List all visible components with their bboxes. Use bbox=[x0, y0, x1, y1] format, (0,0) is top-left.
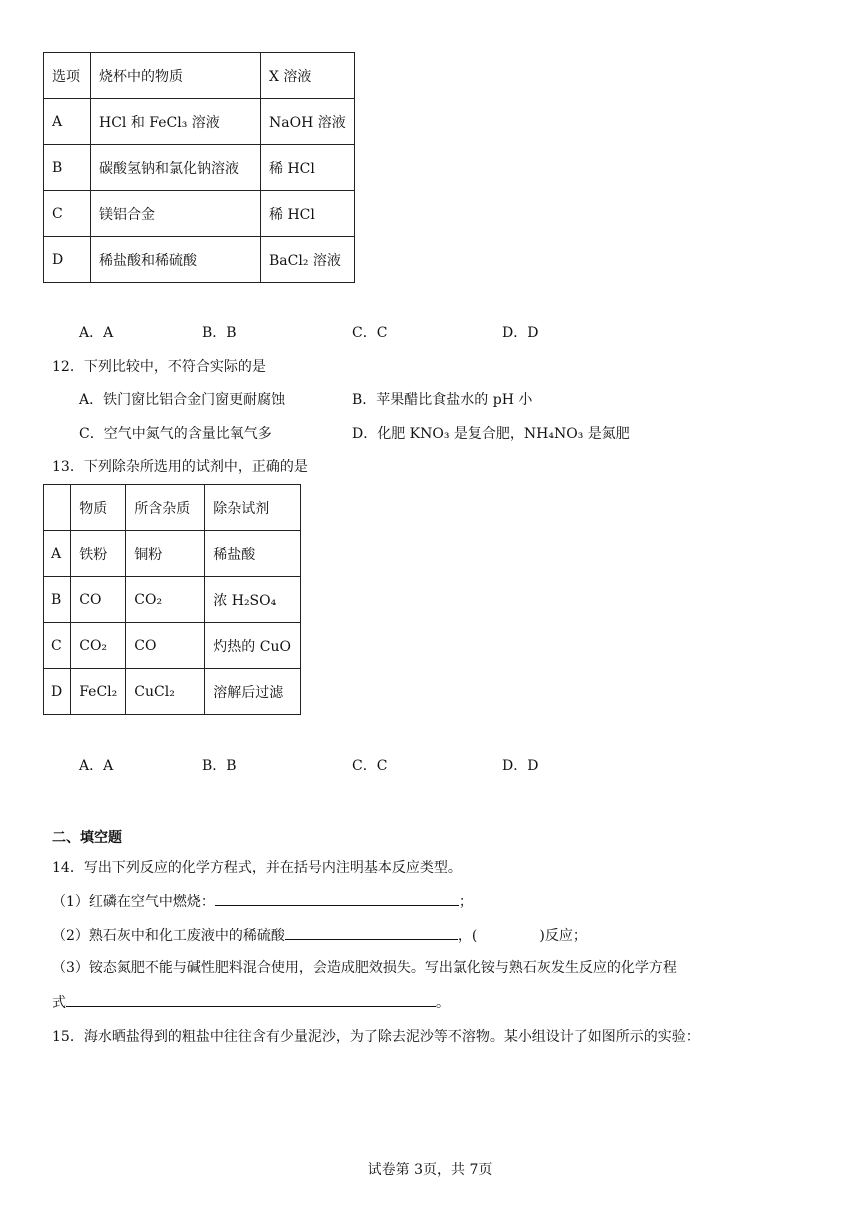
q14-part2-text: （2）熟石灰中和化工废液中的稀硫酸 bbox=[52, 928, 285, 944]
q11-option-d: D．D bbox=[502, 325, 539, 341]
table-header-row bbox=[44, 53, 355, 99]
table-cell: CO₂ bbox=[126, 577, 205, 623]
table-cell: 铜粉 bbox=[126, 531, 205, 577]
answer-blank[interactable] bbox=[66, 992, 436, 1007]
q12-option-a: A．铁门窗比铝合金门窗更耐腐蚀 bbox=[79, 392, 286, 408]
table-cell: BaCl₂ 溶液 bbox=[261, 237, 355, 283]
q13-option-a: A．A bbox=[79, 758, 114, 774]
table-header-cell: 物质 bbox=[71, 485, 126, 531]
table-cell: C bbox=[44, 623, 71, 669]
table-cell: 灼热的 CuO bbox=[205, 623, 301, 669]
table-row bbox=[44, 191, 355, 237]
answer-blank[interactable] bbox=[215, 891, 459, 906]
q14-part3-line1: （3）铵态氮肥不能与碱性肥料混合使用，会造成肥效损失。写出氯化铵与熟石灰发生反应的化学方程 bbox=[52, 960, 677, 976]
q13-stem: 13．下列除杂所选用的试剂中，正确的是 bbox=[52, 459, 308, 475]
q11-option-b: B．B bbox=[202, 325, 237, 341]
table-header-cell: 所含杂质 bbox=[126, 485, 205, 531]
table-row bbox=[44, 531, 301, 577]
table-cell: 溶解后过滤 bbox=[205, 669, 301, 715]
table-cell: 稀 HCl bbox=[261, 191, 355, 237]
q13-option-d: D．D bbox=[502, 758, 539, 774]
q14-part2-mid: ，( bbox=[457, 928, 478, 944]
q14-part1 bbox=[52, 891, 473, 912]
table-cell: 浓 H₂SO₄ bbox=[205, 577, 301, 623]
table-cell: B bbox=[44, 577, 71, 623]
table-cell: 铁粉 bbox=[71, 531, 126, 577]
q11-option-c: C．C bbox=[352, 325, 388, 341]
table-cell: A bbox=[44, 99, 91, 145]
table-cell: NaOH 溶液 bbox=[261, 99, 355, 145]
table-row bbox=[44, 145, 355, 191]
table-row bbox=[44, 577, 301, 623]
q12-option-b: B．苹果醋比食盐水的 pH 小 bbox=[352, 392, 533, 408]
table-cell: CuCl₂ bbox=[126, 669, 205, 715]
table-row bbox=[44, 669, 301, 715]
table-header-row bbox=[44, 485, 301, 531]
table-cell: 稀 HCl bbox=[261, 145, 355, 191]
table-row bbox=[44, 99, 355, 145]
q11-option-a: A．A bbox=[79, 325, 114, 341]
table-header-cell: X 溶液 bbox=[261, 53, 355, 99]
table-q11 bbox=[43, 52, 355, 283]
table-row bbox=[44, 623, 301, 669]
table-cell: CO₂ bbox=[71, 623, 126, 669]
table-cell: CO bbox=[71, 577, 126, 623]
table-header-cell: 选项 bbox=[44, 53, 91, 99]
table-cell: C bbox=[44, 191, 91, 237]
q12-stem: 12．下列比较中，不符合实际的是 bbox=[52, 359, 266, 375]
table-cell: B bbox=[44, 145, 91, 191]
table-cell: CO bbox=[126, 623, 205, 669]
table-cell: 稀盐酸和稀硫酸 bbox=[91, 237, 261, 283]
table-q13 bbox=[43, 484, 301, 715]
q14-part2 bbox=[52, 925, 587, 946]
section-title: 二、填空题 bbox=[52, 830, 122, 846]
q14-part3-end: 。 bbox=[436, 995, 450, 1011]
q13-option-b: B．B bbox=[202, 758, 237, 774]
table-header-cell bbox=[44, 485, 71, 531]
table-cell: 碳酸氢钠和氯化钠溶液 bbox=[91, 145, 261, 191]
table-cell: 镁铝合金 bbox=[91, 191, 261, 237]
table-header-cell: 除杂试剂 bbox=[205, 485, 301, 531]
answer-blank[interactable] bbox=[285, 925, 458, 940]
table-cell: HCl 和 FeCl₃ 溶液 bbox=[91, 99, 261, 145]
q15-stem: 15．海水晒盐得到的粗盐中往往含有少量泥沙，为了除去泥沙等不溶物。某小组设计了如图所示的实验： bbox=[52, 1029, 700, 1045]
q14-stem: 14．写出下列反应的化学方程式，并在括号内注明基本反应类型。 bbox=[52, 860, 462, 876]
table-cell: A bbox=[44, 531, 71, 577]
page-footer: 试卷第 3页，共 7页 bbox=[367, 1162, 493, 1178]
table-cell: D bbox=[44, 237, 91, 283]
table-header-cell: 烧杯中的物质 bbox=[91, 53, 261, 99]
table-row bbox=[44, 237, 355, 283]
q12-option-c: C．空气中氮气的含量比氧气多 bbox=[79, 426, 272, 442]
table-cell: D bbox=[44, 669, 71, 715]
q14-part1-end: ； bbox=[458, 894, 473, 910]
table-cell: FeCl₂ bbox=[71, 669, 126, 715]
q12-option-d: D．化肥 KNO₃ 是复合肥，NH₄NO₃ 是氮肥 bbox=[352, 426, 630, 442]
q13-option-c: C．C bbox=[352, 758, 388, 774]
q14-part1-text: （1）红磷在空气中燃烧： bbox=[52, 894, 215, 910]
q14-part3-text: 式 bbox=[52, 995, 66, 1011]
table-cell: 稀盐酸 bbox=[205, 531, 301, 577]
q14-part2-end: )反应； bbox=[539, 928, 587, 944]
q14-part3-line2 bbox=[52, 992, 450, 1013]
